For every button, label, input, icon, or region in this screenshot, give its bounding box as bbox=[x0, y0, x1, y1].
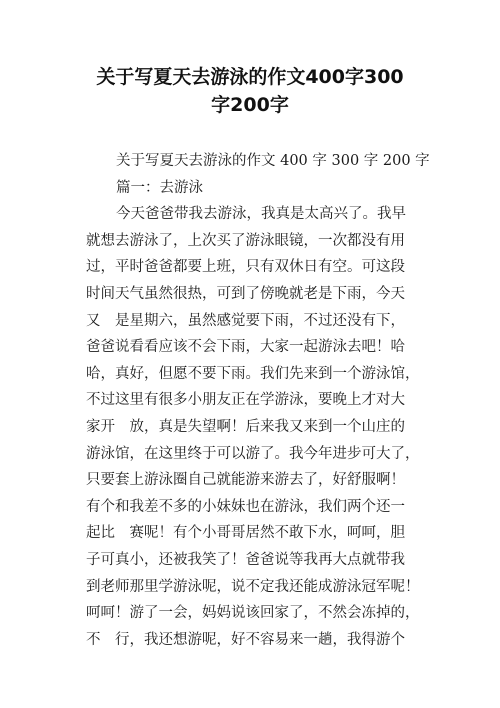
paragraph-line: 子可真小，还被我笑了！爸爸说等我再大点就带我 bbox=[86, 551, 405, 568]
paragraph-line: 就想去游泳了，上次买了游泳眼镜，一次都没有用 bbox=[86, 232, 405, 249]
paragraph-line: 有个和我差不多的小妹妹也在游泳，我们两个还一 bbox=[86, 498, 405, 515]
paragraph-line: 游泳馆，在这里终于可以游了。我今年进步可大了， bbox=[86, 445, 420, 462]
document-body bbox=[86, 148, 436, 653]
paragraph-line: 不过这里有很多小朋友正在学游泳，要晚上才对大 bbox=[86, 392, 405, 409]
paragraph-line: 起比 赛呢！有个小哥哥居然不敢下水，呵呵，胆 bbox=[86, 525, 405, 542]
paragraph-line: 时间天气虽然很热，可到了傍晚就老是下雨，今天 bbox=[86, 285, 405, 302]
document-subtitle: 关于写夏天去游泳的作文 400 字 300 字 200 字 bbox=[116, 153, 430, 169]
document-title-line-2: 字200字 bbox=[211, 94, 289, 116]
paragraph-line: 今天爸爸带我去游泳，我真是太高兴了。我早 bbox=[116, 206, 406, 223]
paragraph-line: 到老师那里学游泳呢，说不定我还能成游泳冠军呢！ bbox=[86, 578, 420, 595]
paragraph-line: 不 行，我还想游呢，好不容易来一趟，我得游个 bbox=[86, 631, 405, 648]
paragraph-line: 家开 放，真是失望啊！后来我又来到一个山庄的 bbox=[86, 418, 405, 435]
paragraph-line: 爸爸说看看应该不会下雨，大家一起游泳去吧！哈 bbox=[86, 339, 405, 356]
paragraph-line: 过，平时爸爸都要上班，只有双休日有空。可这段 bbox=[86, 259, 405, 276]
paragraph-line: 只要套上游泳圈自己就能游来游去了，好舒服啊！ bbox=[86, 472, 405, 489]
paragraph-line: 又 是星期六，虽然感觉要下雨，不过还没有下， bbox=[86, 312, 405, 329]
paragraph-line: 哈，真好，但愿不要下雨。我们先来到一个游泳馆， bbox=[86, 365, 420, 382]
section-heading: 篇一：去游泳 bbox=[116, 179, 203, 196]
document-title-line-1: 关于写夏天去游泳的作文400字300 bbox=[96, 66, 404, 88]
paragraph-line: 呵呵！游了一会，妈妈说该回家了，不然会冻掉的， bbox=[86, 605, 420, 622]
